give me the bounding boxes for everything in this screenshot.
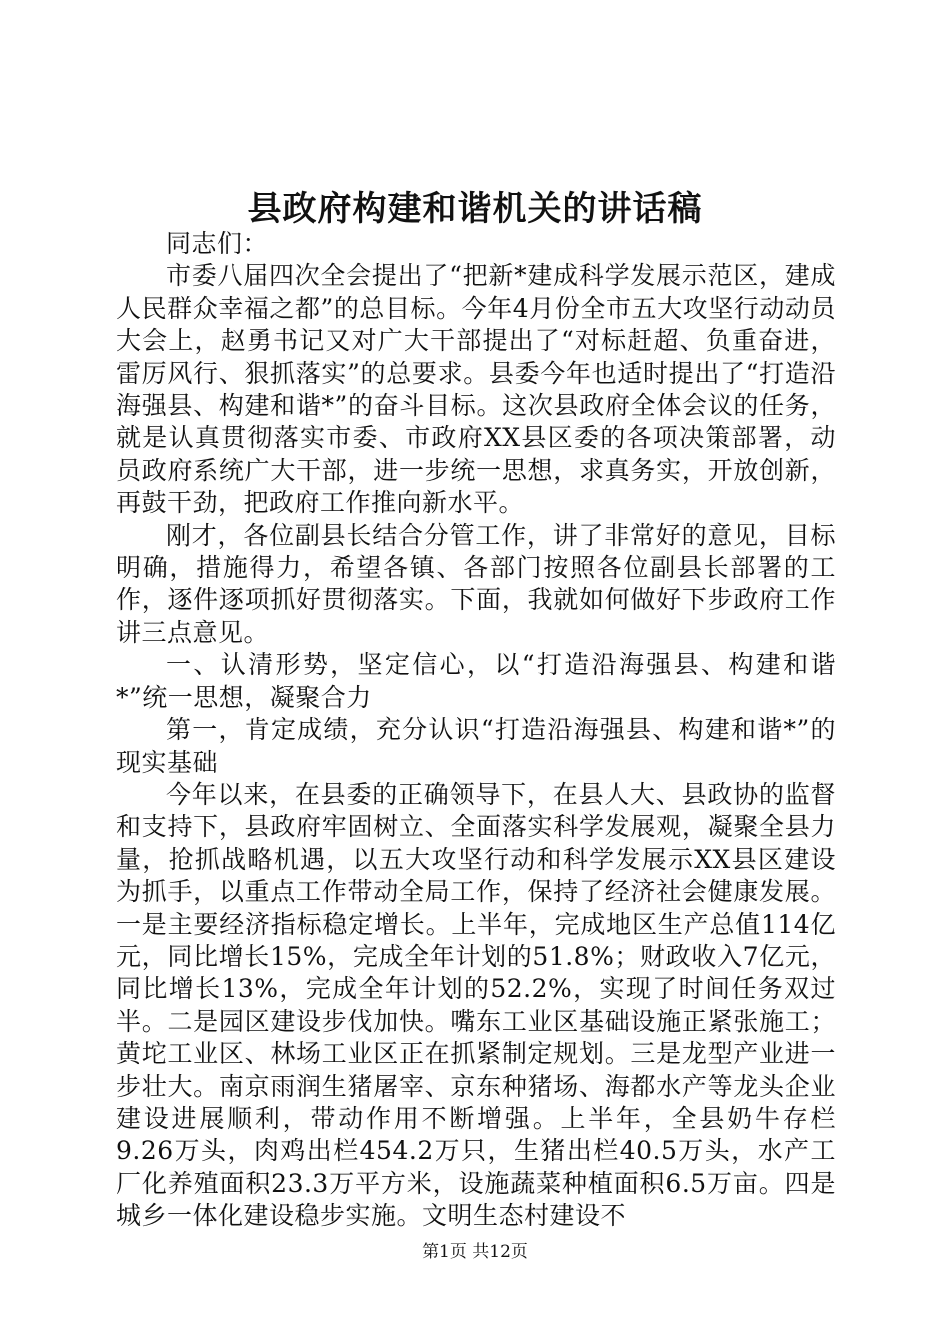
document-title: 县政府构建和谐机关的讲话稿 [247,189,703,229]
body-paragraph: 今年以来，在县委的正确领导下，在县人大、县政协的监督和支持下，县政府牢固树立、全面落实科学发展观，凝聚全县力量，抢抓战略机遇，以五大攻坚行动和科学发展示XX县区建设为抓手，以重点工作带动全局工作，保持了经济社会健康发展。一是主要经济指标稳定增长。上半年，完成地区生产总值114亿元，同比增长15%，完成全年计划的51.8%；财政收入7亿元，同比增长13%，完成全年计划的52.2%，实现了时间任务双过半。二是园区建设步伐加快。嘴东工业区基础设施正紧张施工；黄坨工业区、林场工业区正在抓紧制定规划。三是龙型产业进一步壮大。南京雨润生猪屠宰、京东种猪场、海都水产等龙头企业建设进展顺利，带动作用不断增强。上半年，全县奶牛存栏9.26万头，肉鸡出栏454.2万只，生猪出栏40.5万头，水产工厂化养殖面积23.3万平方米，设施蔬菜种植面积6.5万亩。四是城乡一体化建设稳步实施。文明生态村建设不 [116,779,836,1231]
document-body [116,228,836,1233]
page-number: 第1页 [422,1242,467,1262]
page-footer [0,1240,950,1264]
subsection-heading: 第一，肯定成绩，充分认识“打造沿海强县、构建和谐*”的现实基础 [116,715,836,777]
body-paragraph: 刚才，各位副县长结合分管工作，讲了非常好的意见，目标明确，措施得力，希望各镇、各部门按照各位副县长部署的工作，逐件逐项抓好贯彻落实。下面，我就如何做好下步政府工作讲三点意见。 [116,520,836,647]
section-heading: 一、认清形势，坚定信心，以“打造沿海强县、构建和谐*”统一思想，凝聚合力 [116,650,836,712]
page-total: 共12页 [472,1242,528,1262]
body-paragraph: 市委八届四次全会提出了“把新*建成科学发展示范区，建成人民群众幸福之都”的总目标。今年4月份全市五大攻坚行动动员大会上，赵勇书记又对广大干部提出了“对标赶超、负重奋进，雷厉风行、狠抓落实”的总要求。县委今年也适时提出了“打造沿海强县、构建和谐*”的奋斗目标。这次县政府全体会议的任务，就是认真贯彻落实市委、市政府XX县区委的各项决策部署，动员政府系统广大干部，进一步统一思想，求真务实，开放创新，再鼓干劲，把政府工作推向新水平。 [116,261,836,518]
salutation-paragraph: 同志们： [166,229,269,258]
